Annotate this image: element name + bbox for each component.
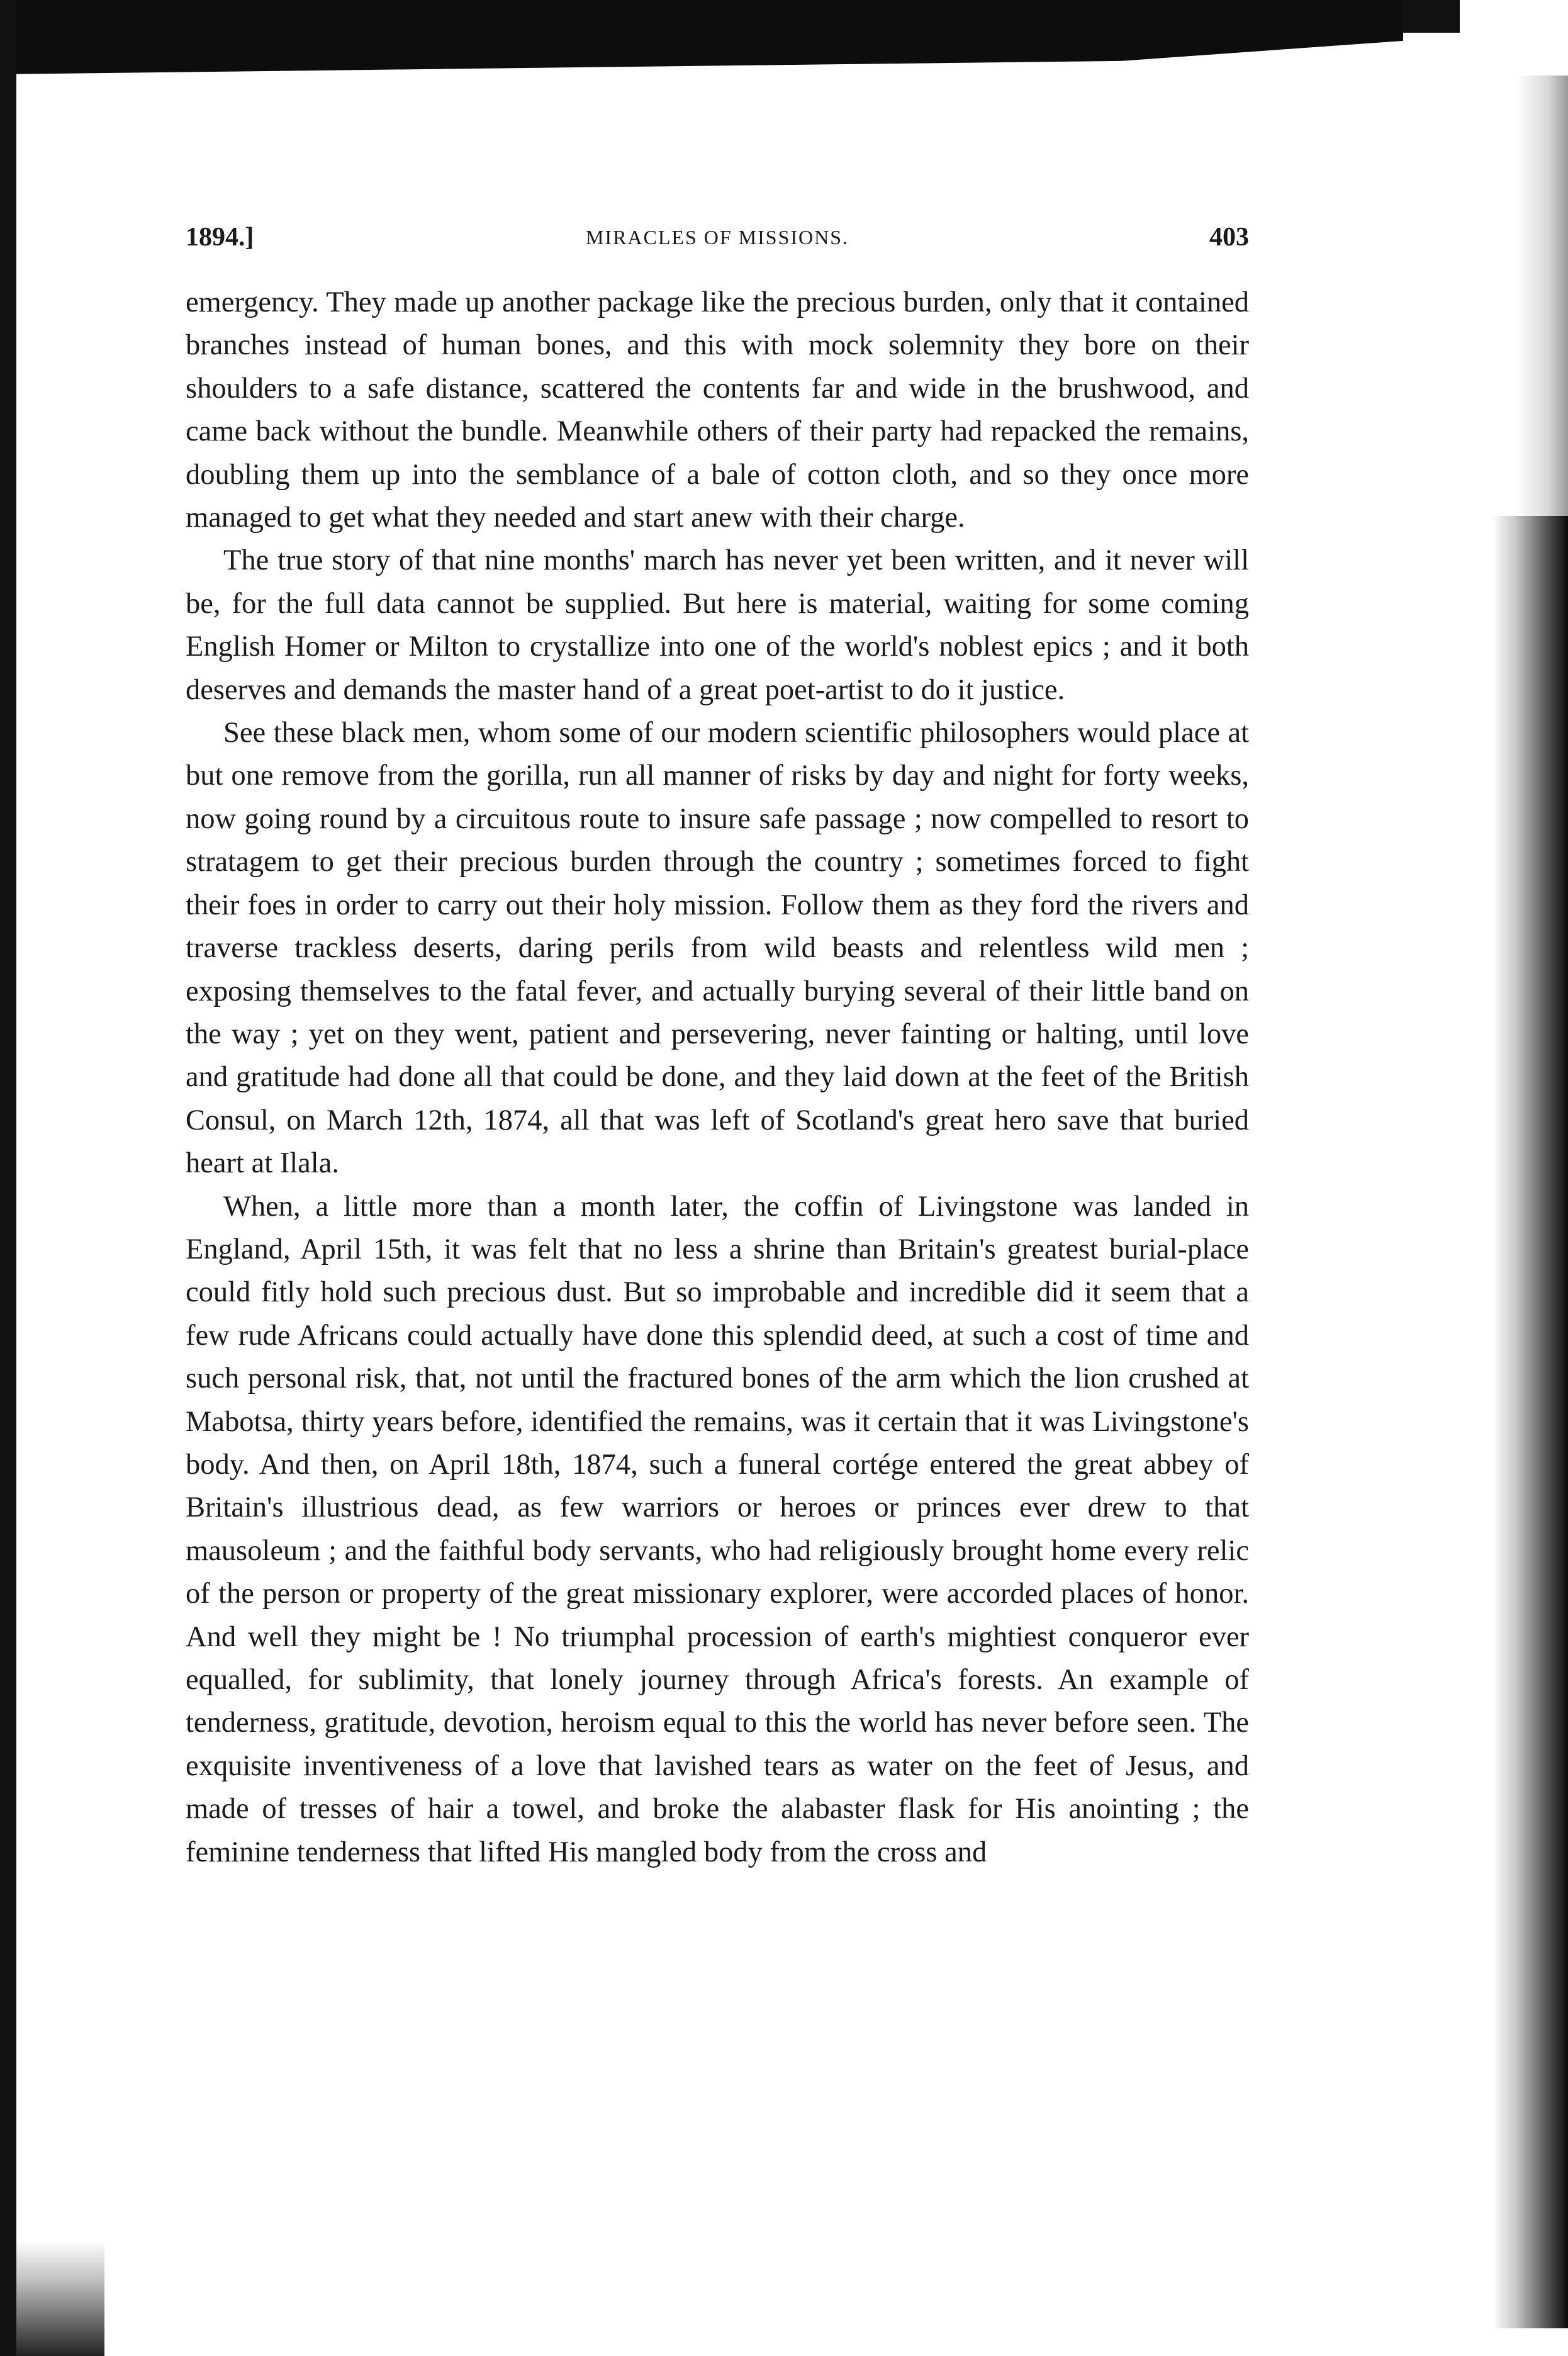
paragraph-1: emergency. They made up another package like the precious burden, only that it contained branches instead of human bones, and this with mock solemnity they bore on their shoulders to a safe distance, scattered the contents far and wide in the brushwood, and came back without the bundle. Meanwhile others of their party had repacked the remains, doubling them up into the semblance of a bale of cotton cloth, and so they once more managed to get what they needed and start anew with their charge.	[186, 286, 1249, 534]
scan-edge-right-upper	[1516, 76, 1568, 516]
scan-edge-right	[1492, 516, 1568, 2328]
running-head	[186, 211, 1249, 267]
body-text	[186, 281, 1249, 1874]
running-head-title: MIRACLES OF MISSIONS.	[585, 226, 849, 249]
paragraph-3: See these black men, whom some of our modern scientific philosophers would place at but one remove from the gorilla, run all manner of risks by day and night for forty weeks, now going round by a circuitous route to insure safe passage ; now compelled to resort to stratagem to get their precious burden through the country ; sometimes forced to fight their foes in order to carry out their holy mission. Follow them as they ford the rivers and traverse trackless deserts, daring perils from wild beasts and relentless wild men ; exposing themselves to the fatal fever, and actually burying several of their little band on the way ; yet on they went, patient and persevering, never fainting or halting, until love and gratitude had done all that could be done, and they laid down at the feet of the British Consul, on March 12th, 1874, all that was left of Scotland's great hero save that buried heart at Ilala.	[186, 717, 1249, 1180]
scan-edge-top-right	[1403, 0, 1460, 33]
book-page	[186, 211, 1249, 1874]
scan-edge-top	[0, 0, 1403, 74]
running-head-year: 1894.]	[186, 223, 254, 252]
scan-edge-left	[0, 0, 16, 2356]
page-number: 403	[1209, 223, 1249, 252]
scan-corner-bottom-left	[16, 2240, 104, 2356]
paragraph-4: When, a little more than a month later, the coffin of Livingstone was landed in England, April 15th, it was felt that no less a shrine than Britain's greatest burial-place could fitly hold such precious dust. But so improbable and incredible did it seem that a few rude Africans could actually have done this splendid deed, at such a cost of time and such personal risk, that, not until the fractured bones of the arm which the lion crushed at Mabotsa, thirty years before, identified the remains, was it certain that it was Livingstone's body. And then, on April 18th, 1874, such a funeral cortége entered the great abbey of Britain's illustrious dead, as few warriors or heroes or princes ever drew to that mausoleum ; and the faithful body servants, who had religiously brought home every relic of the person or property of the great missionary explorer, were accorded places of honor. And well they might be ! No triumphal procession of earth's mightiest conqueror ever equalled, for sublimity, that lonely journey through Africa's forests. An example of tenderness, gratitude, devotion, heroism equal to this the world has never before seen. The exquisite inventiveness of a love that lavished tears as water on the feet of Jesus, and made of tresses of hair a towel, and broke the alabaster flask for His anointing ; the feminine tenderness that lifted His mangled body from the cross and	[186, 1190, 1249, 1868]
paragraph-2: The true story of that nine months' march has never yet been written, and it never will be, for the full data cannot be supplied. But here is material, waiting for some coming English Homer or Milton to crystallize into one of the world's noblest epics ; and it both deserves and demands the master hand of a great poet-artist to do it justice.	[186, 544, 1249, 706]
